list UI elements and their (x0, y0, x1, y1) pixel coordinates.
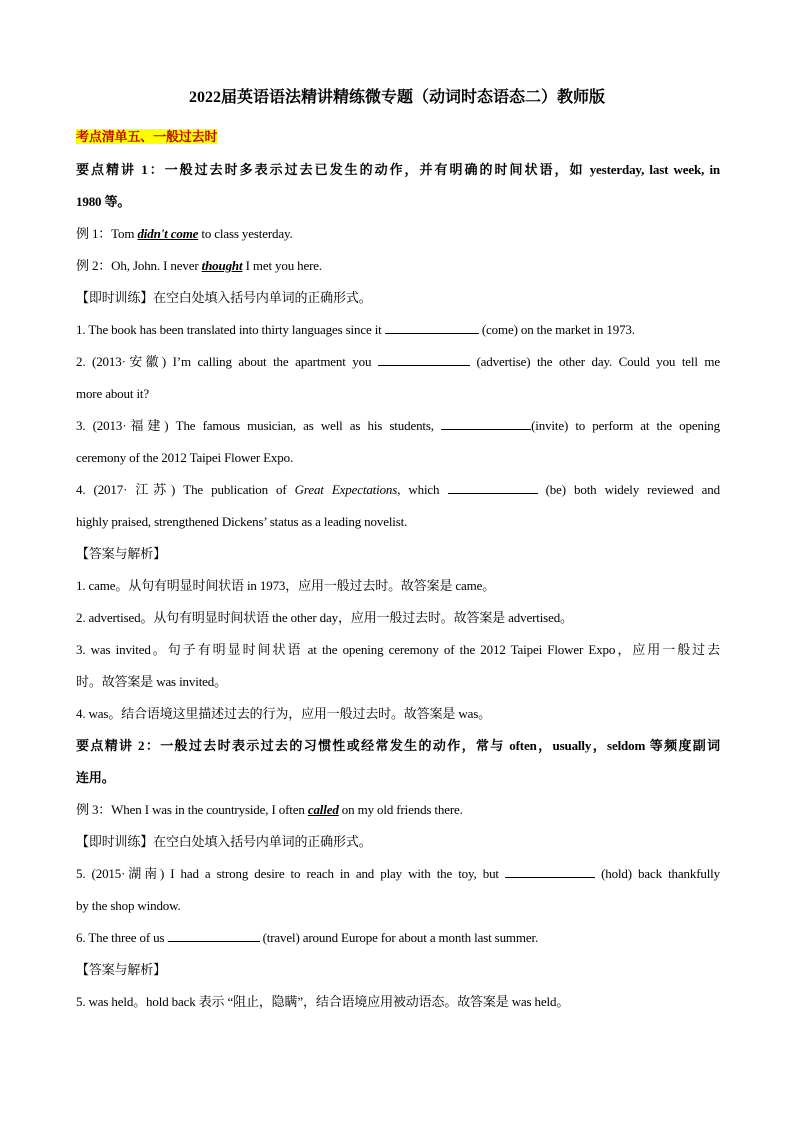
question-5-prefix: 5. (2015·湖南) I had a strong desire to reach in and play with the toy, but (76, 866, 505, 881)
answer-label-1: 【答案与解析】 (76, 546, 166, 561)
question-5 (76, 865, 720, 883)
answer-2: 2. advertised。从句有明显时间状语 the other day，应用一般过去时。故答案是 advertised。 (76, 610, 573, 625)
question-4-book-title: Great Expectations (294, 482, 398, 497)
question-4-mid: , which (397, 482, 448, 497)
point2-line1: 要点精讲 2：一般过去时表示过去的习惯性或经常发生的动作，常与 often，usually，seldom 等频度副词 (76, 738, 720, 753)
example-3-suffix: on my old friends there. (338, 802, 463, 817)
question-1-prefix: 1. The book has been translated into thirty languages since it (76, 322, 385, 337)
question-1-suffix: (come) on the market in 1973. (478, 322, 635, 337)
training-label-1: 【即时训练】在空白处填入括号内单词的正确形式。 (76, 290, 372, 305)
question-2-line2: more about it? (76, 386, 149, 401)
answer-3-line2: 时。故答案是 was invited。 (76, 674, 227, 689)
question-3-prefix: 3. (2013·福建) The famous musician, as well as his students, (76, 418, 442, 433)
example-2-prefix: 例 2：Oh, John. I never (76, 258, 202, 273)
example-1 (76, 225, 720, 243)
training-label-2: 【即时训练】在空白处填入括号内单词的正确形式。 (76, 834, 372, 849)
point1-line1: 要点精讲 1：一般过去时多表示过去已发生的动作，并有明确的时间状语，如 yesterday, last week, in (76, 162, 720, 177)
question-5-line2: by the shop window. (76, 898, 181, 913)
question-3-suffix: (invite) to perform at the opening (531, 418, 720, 433)
question-5-suffix: (hold) back thankfully (594, 866, 720, 881)
example-3-emphasis: called (307, 802, 339, 817)
example-1-suffix: to class yesterday. (198, 226, 293, 241)
example-1-emphasis: didn't come (137, 226, 199, 241)
question-4-prefix: 4. (2017· 江苏) The publication of (76, 482, 295, 497)
question-5-blank (505, 865, 595, 878)
section-heading-text: 考点清单五、一般过去时 (76, 129, 218, 144)
question-4-line2: highly praised, strengthened Dickens’ status as a leading novelist. (76, 514, 408, 529)
page-title: 2022届英语语法精讲精练微专题（动词时态语态二）教师版 (188, 89, 605, 106)
question-3-line2: ceremony of the 2012 Taipei Flower Expo. (76, 450, 294, 465)
answer-5: 5. was held。hold back 表示 “阻止，隐瞒”，结合语境应用被动语态。故答案是 was held。 (76, 994, 570, 1009)
answer-3-line1: 3. was invited。句子有明显时间状语 at the opening ceremony of the 2012 Taipei Flower Expo，应用一般过去 (76, 642, 720, 657)
question-3 (76, 417, 720, 435)
example-2-emphasis: thought (201, 258, 243, 273)
example-1-prefix: 例 1：Tom (76, 226, 138, 241)
question-2 (76, 353, 720, 371)
point2-line2: 连用。 (76, 770, 115, 785)
question-4-blank (448, 481, 538, 494)
section-heading (76, 128, 720, 146)
question-4 (76, 481, 720, 499)
question-3-blank (441, 417, 531, 430)
question-6-blank (168, 929, 260, 942)
question-4-suffix: (be) both widely reviewed and (537, 482, 720, 497)
question-6 (76, 929, 720, 947)
example-2 (76, 257, 720, 275)
question-1-blank (385, 321, 479, 334)
example-2-suffix: I met you here. (242, 258, 323, 273)
question-2-blank (378, 353, 470, 366)
question-2-prefix: 2. (2013·安徽) I’m calling about the apartment you (76, 354, 378, 369)
question-6-prefix: 6. The three of us (76, 930, 168, 945)
question-2-suffix: (advertise) the other day. Could you tell me (469, 354, 720, 369)
example-3 (76, 801, 720, 819)
point1-line2: 1980 等。 (76, 194, 131, 209)
question-6-suffix: (travel) around Europe for about a month last summer. (259, 930, 539, 945)
example-3-prefix: 例 3：When I was in the countryside, I often (76, 802, 308, 817)
question-1 (76, 321, 720, 339)
answer-label-2: 【答案与解析】 (76, 962, 166, 977)
answer-1: 1. came。从句有明显时间状语 in 1973，应用一般过去时。故答案是 came。 (76, 578, 496, 593)
answer-4: 4. was。结合语境这里描述过去的行为，应用一般过去时。故答案是 was。 (76, 706, 491, 721)
